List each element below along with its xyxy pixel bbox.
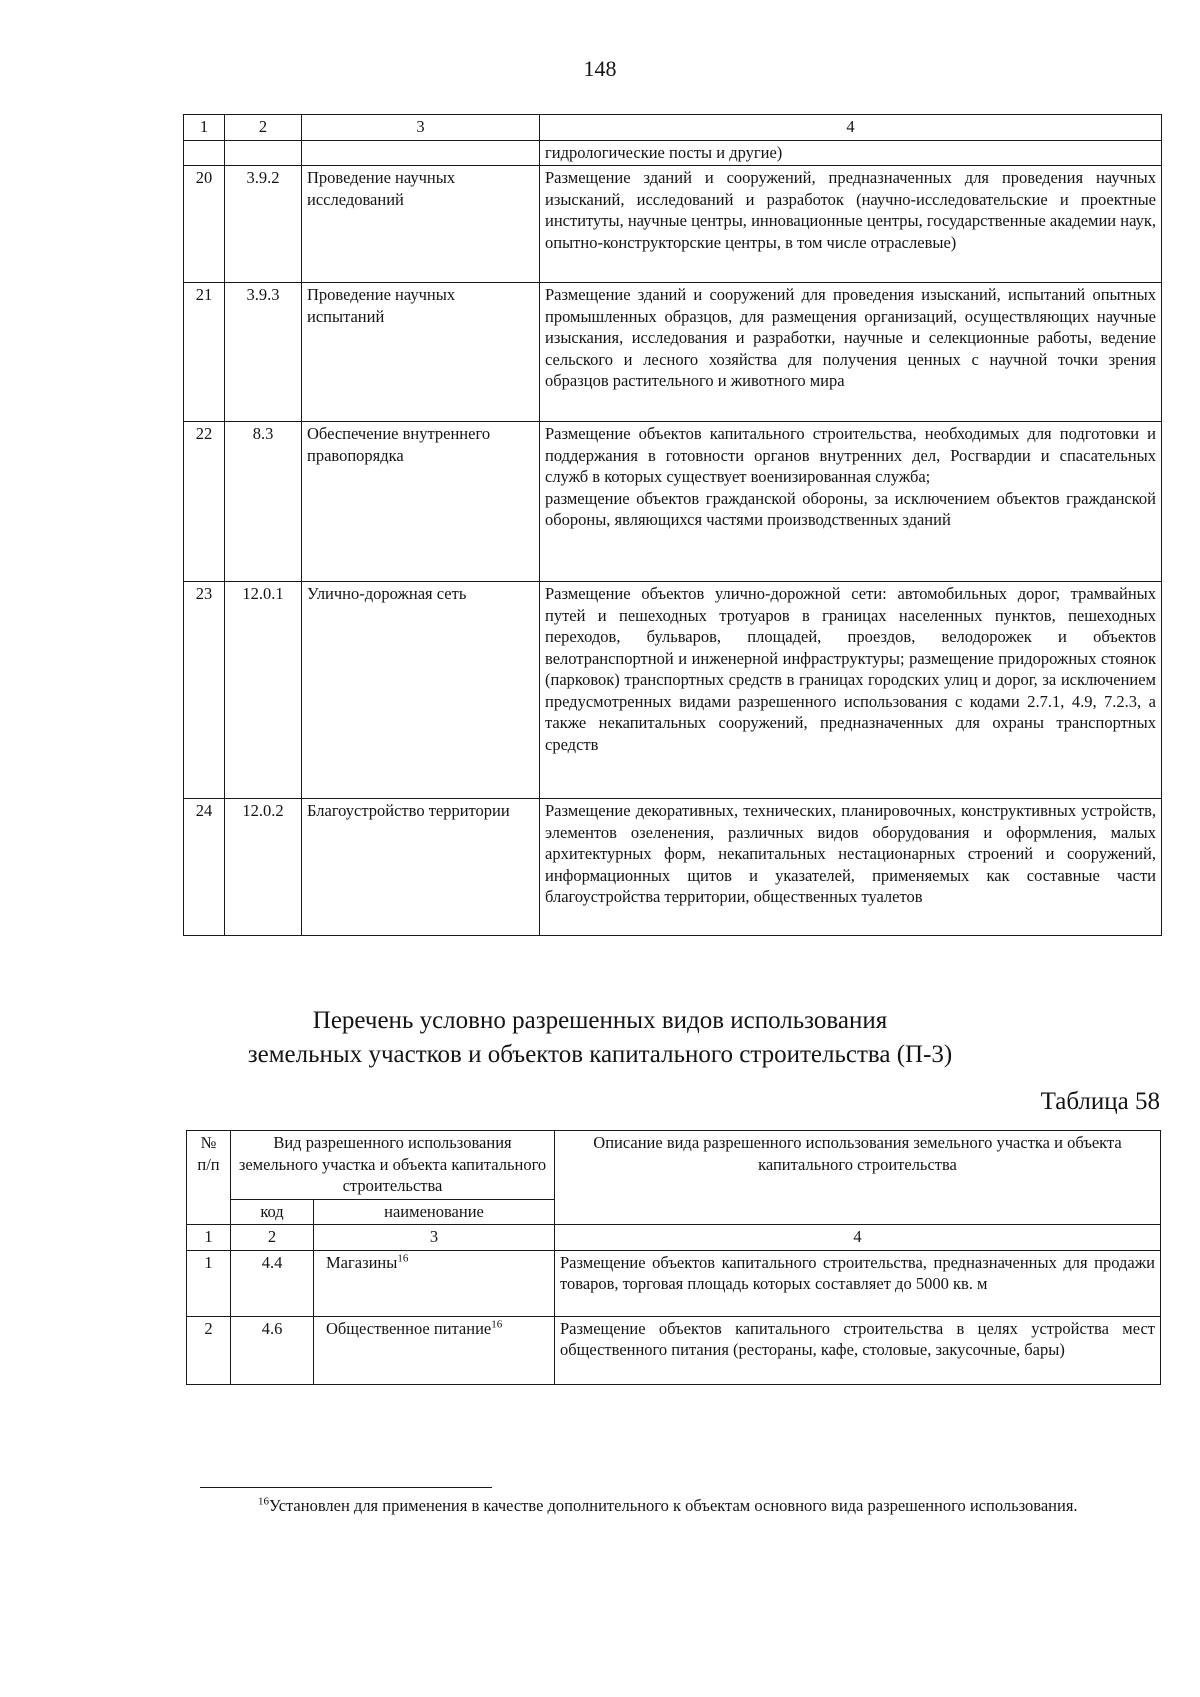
column-number: 3 bbox=[314, 1225, 555, 1251]
use-name: Общественное питание bbox=[326, 1318, 492, 1338]
use-name-cell bbox=[314, 1250, 555, 1316]
row-number: 23 bbox=[184, 582, 225, 799]
header-code: код bbox=[231, 1199, 314, 1225]
use-name: Проведение научных исследований bbox=[302, 166, 540, 283]
column-number: 1 bbox=[187, 1225, 231, 1251]
use-code: 3.9.2 bbox=[225, 166, 302, 283]
use-name: Улично-дорожная сеть bbox=[302, 582, 540, 799]
use-description: Размещение объектов улично-дорожной сети: автомобильных дорог, трамвайных путей и пешеходных тротуаров в границах населенных пунктов, пешеходных переходов, бульваров, площадей, проездов, велодорожек и объектов велотранспортной и инженерной инфраструктуры; размещение придорожных стоянок (парковок) транспортных средств в границах городских улиц и дорог, за исключением предусмотренных видами разрешенного использования с кодами 2.7.1, 4.9, 7.2.3, а также некапитальных сооружений, предназначенных для охраны транспортных средств bbox=[540, 582, 1162, 799]
column-number: 1 bbox=[184, 115, 225, 141]
table-row bbox=[187, 1316, 1161, 1384]
header-description: Описание вида разрешенного использования земельного участка и объекта капитального строительства bbox=[555, 1131, 1161, 1225]
row-number: 22 bbox=[184, 422, 225, 582]
row-number: 21 bbox=[184, 283, 225, 422]
header-name: наименование bbox=[314, 1199, 555, 1225]
table-header-row bbox=[187, 1131, 1161, 1200]
use-code: 12.0.1 bbox=[225, 582, 302, 799]
use-description: Размещение зданий и сооружений для проведения изысканий, испытаний опытных промышленных образцов, для размещения организаций, осуществляющих научные изыскания, исследования и разработки, научные и селекционные работы, ведение сельского и лесного хозяйства для получения ценных с научной точки зрения образцов растительного и животного мира bbox=[540, 283, 1162, 422]
column-number: 3 bbox=[302, 115, 540, 141]
use-name: Магазины bbox=[326, 1252, 398, 1272]
footnote bbox=[186, 1494, 1160, 1517]
permitted-use-table-continued bbox=[183, 114, 1162, 936]
row-number: 2 bbox=[187, 1316, 231, 1384]
continuation-text: гидрологические посты и другие) bbox=[540, 140, 1162, 166]
use-name: Обеспечение внутреннего правопорядка bbox=[302, 422, 540, 582]
header-use-type: Вид разрешенного использования земельного участка и объекта капитального строительства bbox=[231, 1131, 555, 1200]
footnote-ref: 16 bbox=[491, 1318, 503, 1330]
row-number: 1 bbox=[187, 1250, 231, 1316]
table-row bbox=[184, 422, 1162, 582]
use-description: Размещение объектов капитального строительства в целях устройства мест общественного питания (рестораны, кафе, столовые, закусочные, бары) bbox=[555, 1316, 1161, 1384]
use-description: Размещение декоративных, технических, планировочных, конструктивных устройств, элементов озеленения, различных видов оборудования и оформления, малых архитектурных форм, некапитальных нестационарных строений и сооружений, информационных щитов и указателей, применяемых как составные части благоустройства территории, общественных туалетов bbox=[540, 799, 1162, 936]
table-caption: Таблица 58 bbox=[1040, 1088, 1160, 1115]
use-description bbox=[540, 422, 1162, 582]
footnote-marker: 16 bbox=[258, 1495, 269, 1508]
page-number: 148 bbox=[583, 56, 617, 81]
column-number: 4 bbox=[555, 1225, 1161, 1251]
conditional-use-table bbox=[186, 1130, 1161, 1385]
table-row bbox=[187, 1250, 1161, 1316]
use-description: Размещение объектов капитального строительства, предназначенных для продажи товаров, торговая площадь которых составляет до 5000 кв. м bbox=[555, 1250, 1161, 1316]
table-row bbox=[184, 283, 1162, 422]
table-row bbox=[184, 140, 1162, 166]
header-number: № п/п bbox=[187, 1131, 231, 1225]
use-code: 8.3 bbox=[225, 422, 302, 582]
section-heading-line-1: Перечень условно разрешенных видов использования bbox=[312, 1007, 888, 1034]
use-code: 3.9.3 bbox=[225, 283, 302, 422]
footnote-ref: 16 bbox=[397, 1252, 409, 1264]
table-row bbox=[184, 799, 1162, 936]
use-description-part: Размещение объектов капитального строительства, необходимых для подготовки и поддержания в готовности органов внутренних дел, Росгвардии и спасательных служб в которых существует военизированная служба; bbox=[545, 424, 1156, 486]
column-number-row bbox=[184, 115, 1162, 141]
table-row bbox=[184, 166, 1162, 283]
use-description: Размещение зданий и сооружений, предназначенных для проведения научных изысканий, исследований и разработок (научно-исследовательские и проектные институты, научные центры, инновационные центры, государственные академии наук, опытно-конструкторские центры, в том числе отраслевые) bbox=[540, 166, 1162, 283]
section-heading-line-2: земельных участков и объектов капитального строительства (П-3) bbox=[247, 1041, 953, 1068]
row-number: 24 bbox=[184, 799, 225, 936]
use-code: 4.6 bbox=[231, 1316, 314, 1384]
row-number: 20 bbox=[184, 166, 225, 283]
column-number: 2 bbox=[225, 115, 302, 141]
use-name: Благоустройство территории bbox=[302, 799, 540, 936]
footnote-text: Установлен для применения в качестве дополнительного к объектам основного вида разрешенного использования. bbox=[269, 1496, 1078, 1515]
table-row bbox=[184, 582, 1162, 799]
column-number-row bbox=[187, 1225, 1161, 1251]
use-description-part: размещение объектов гражданской обороны, за исключением объектов гражданской обороны, являющихся частями производственных зданий bbox=[545, 488, 1156, 529]
use-code: 4.4 bbox=[231, 1250, 314, 1316]
footnote-divider bbox=[200, 1487, 492, 1488]
column-number: 2 bbox=[231, 1225, 314, 1251]
use-name-cell bbox=[314, 1316, 555, 1384]
use-code: 12.0.2 bbox=[225, 799, 302, 936]
column-number: 4 bbox=[540, 115, 1162, 141]
use-name: Проведение научных испытаний bbox=[302, 283, 540, 422]
